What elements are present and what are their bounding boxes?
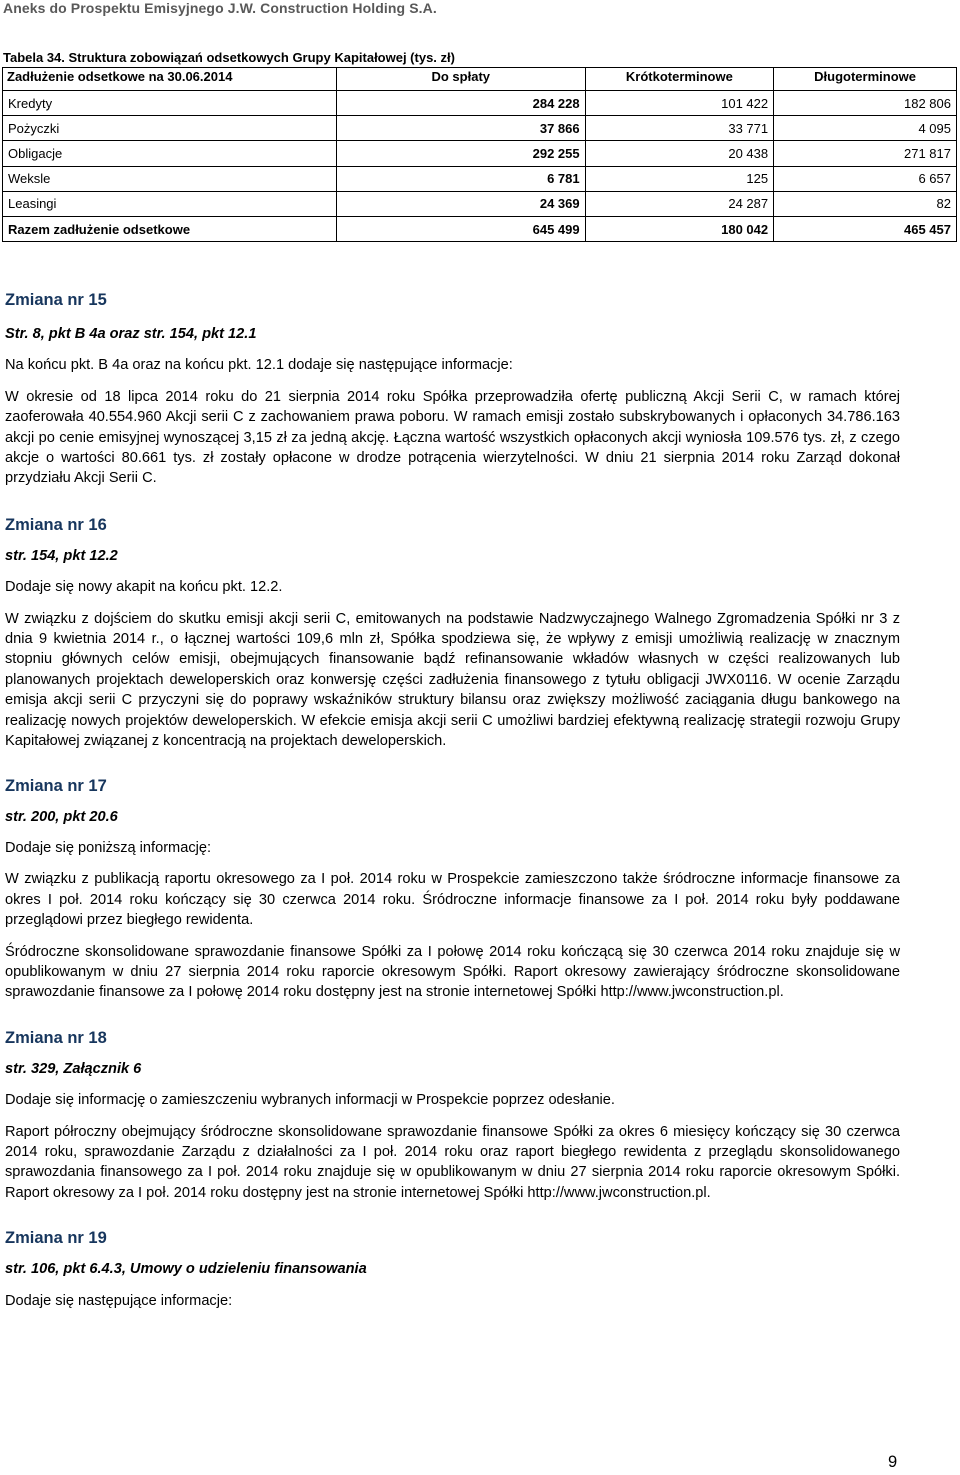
- cell-dlugoterminowe: 82: [774, 191, 957, 216]
- cell-krotkoterminowe: 180 042: [585, 216, 774, 241]
- zmiana-15-intro: Na końcu pkt. B 4a oraz na końcu pkt. 12.1 dodaje się następujące informacje:: [5, 357, 513, 374]
- cell-dlugoterminowe: 465 457: [774, 216, 957, 241]
- table-row: [3, 91, 957, 116]
- document-body: [5, 290, 900, 1311]
- cell-krotkoterminowe: 24 287: [585, 191, 774, 216]
- cell-dlugoterminowe: 4 095: [774, 116, 957, 141]
- table-total-row: [3, 216, 957, 241]
- interest-debt-table: [2, 67, 957, 242]
- page-number: 9: [888, 1453, 898, 1471]
- table-header-cell: Długoterminowe: [774, 68, 957, 91]
- zmiana-15-body: W okresie od 18 lipca 2014 roku do 21 sierpnia 2014 roku Spółka przeprowadziła ofertę publiczną Akcji Serii C, w ramach której zaoferowała 40.554.960 Akcji serii C z zachowaniem prawa poboru. W ramach emisji zostało subskrybowanych i opłaconych 34.786.163 akcji po cenie emisyjnej wynoszącej 3,15 zł za jedną akcję. Łączna wartość wszystkich opłaconych akcji wyniosła 109.576 tys. zł, z czego akcje o wartości 80.661 tys. zł zostały opłacone w drodze potrącenia wierzytelności. W dniu 21 sierpnia 2014 roku Zarząd dokonał przydziału Akcji Serii C.: [5, 388, 900, 487]
- cell-krotkoterminowe: 20 438: [585, 141, 774, 166]
- zmiana-18-intro: Dodaje się informację o zamieszczeniu wybranych informacji w Prospekcie poprzez odesłanie.: [5, 1092, 615, 1109]
- table-row: [3, 191, 957, 216]
- table-header-row: [3, 68, 957, 91]
- zmiana-18-body: Raport półroczny obejmujący śródroczne skonsolidowane sprawozdanie finansowe Spółki za okres 6 miesięcy kończący się 30 czerwca 2014 roku, sprawozdanie Zarządu z działalności za I poł. 2014 roku oraz raport biegłego rewidenta z przeglądu skonsolidowanego sprawozdania finansowego za I poł. 2014 roku znajduje się w opublikowanym w dniu 27 sierpnia 2014 roku raporcie okresowym Spółki. Raport okresowy za I poł. 2014 roku dostępny jest na stronie internetowej Spółki http://www.jwconstruction.pl.: [5, 1123, 900, 1201]
- cell-dlugoterminowe: 6 657: [774, 166, 957, 191]
- table-header-cell: Do spłaty: [336, 68, 585, 91]
- table-header-cell: Krótkoterminowe: [585, 68, 774, 91]
- zmiana-17-intro: Dodaje się poniższą informację:: [5, 839, 212, 856]
- cell-dlugoterminowe: 271 817: [774, 141, 957, 166]
- zmiana-16-intro: Dodaje się nowy akapit na końcu pkt. 12.2.: [5, 579, 283, 596]
- zmiana-19-intro: Dodaje się następujące informacje:: [5, 1292, 233, 1309]
- cell-do-splaty: 292 255: [336, 141, 585, 166]
- zmiana-16-heading: Zmiana nr 16: [5, 515, 107, 534]
- cell-do-splaty: 6 781: [336, 166, 585, 191]
- row-label: Razem zadłużenie odsetkowe: [3, 216, 337, 241]
- table-header-cell: Zadłużenie odsetkowe na 30.06.2014: [3, 68, 337, 91]
- table-row: [3, 116, 957, 141]
- zmiana-19-heading: Zmiana nr 19: [5, 1229, 107, 1248]
- table-caption: Tabela 34. Struktura zobowiązań odsetkowych Grupy Kapitałowej (tys. zł): [3, 50, 455, 65]
- cell-krotkoterminowe: 125: [585, 166, 774, 191]
- cell-krotkoterminowe: 33 771: [585, 116, 774, 141]
- cell-do-splaty: 645 499: [336, 216, 585, 241]
- document-header-title: Aneks do Prospektu Emisyjnego J.W. Construction Holding S.A.: [3, 0, 437, 16]
- table-row: [3, 166, 957, 191]
- zmiana-17-body-1: W związku z publikacją raportu okresowego za I poł. 2014 roku w Prospekcie zamieszczono także śródroczne informacje finansowe za okres I poł. 2014 roku kończący się 30 czerwca 2014 roku. Śródroczne informacje finansowe za I poł. 2014 roku były poddawane przeglądowi przez biegłego rewidenta.: [5, 871, 900, 929]
- zmiana-17-heading: Zmiana nr 17: [5, 776, 107, 795]
- table-row: [3, 141, 957, 166]
- zmiana-18-reference: str. 329, Załącznik 6: [5, 1060, 142, 1077]
- zmiana-17-body-2: Śródroczne skonsolidowane sprawozdanie finansowe Spółki za I połowę 2014 roku kończącą się 30 czerwca 2014 roku znajduje się w opublikowanym w dniu 27 sierpnia 2014 roku raporcie okresowym Spółki. Raport okresowy zawierający śródroczne skonsolidowane sprawozdanie finansowe za I połowę 2014 roku dostępny jest na stronie internetowej Spółki http://www.jwconstruction.pl.: [5, 943, 900, 1001]
- row-label: Kredyty: [3, 91, 337, 116]
- zmiana-15-heading: Zmiana nr 15: [5, 291, 107, 309]
- zmiana-17-reference: str. 200, pkt 20.6: [5, 808, 118, 825]
- row-label: Pożyczki: [3, 116, 337, 141]
- cell-dlugoterminowe: 182 806: [774, 91, 957, 116]
- zmiana-15-reference: Str. 8, pkt B 4a oraz str. 154, pkt 12.1: [5, 326, 257, 342]
- zmiana-18-heading: Zmiana nr 18: [5, 1028, 107, 1047]
- zmiana-16-body: W związku z dojściem do skutku emisji akcji serii C, emitowanych na podstawie Nadzwyczajnego Walnego Zgromadzenia Spółki nr 3 z dnia 9 kwietnia 2014 r., o łącznej wartości 109,6 mln zł, Spółka spodziewa się, że wpływy z emisji umożliwią realizację w znacznym stopniu głównych celów emisji, obejmujących finansowanie bądź refinansowanie wkładów własnych w części realizowanych lub planowanych projektach deweloperskich oraz konwersję części zadłużenia finansowego z tytułu obligacji JWX0116. W ocenie Zarządu emisja akcji serii C przyczyni się do poprawy wskaźników struktury bilansu oraz zwiększy możliwość zaciągania długu bankowego na realizację nowych projektów deweloperskich. W efekcie emisja akcji serii C umożliwi bardziej efektywną realizację strategii rozwoju Grupy Kapitałowej związanej z koncentracją na projektach deweloperskich.: [5, 610, 900, 750]
- row-label: Obligacje: [3, 141, 337, 166]
- cell-do-splaty: 37 866: [336, 116, 585, 141]
- row-label: Weksle: [3, 166, 337, 191]
- document-header: [0, 0, 960, 17]
- cell-do-splaty: 284 228: [336, 91, 585, 116]
- row-label: Leasingi: [3, 191, 337, 216]
- cell-krotkoterminowe: 101 422: [585, 91, 774, 116]
- cell-do-splaty: 24 369: [336, 191, 585, 216]
- zmiana-16-reference: str. 154, pkt 12.2: [5, 547, 118, 564]
- zmiana-19-reference: str. 106, pkt 6.4.3, Umowy o udzieleniu finansowania: [5, 1261, 367, 1278]
